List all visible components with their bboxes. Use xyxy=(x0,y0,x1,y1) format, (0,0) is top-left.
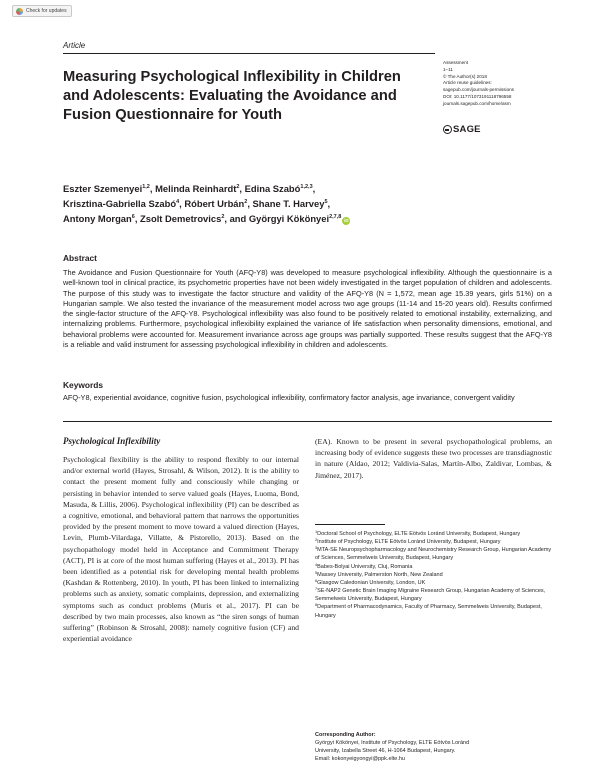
keywords-text: AFQ-Y8, experiential avoidance, cognitive fusion, psychological inflexibility, confirmatory factor analysis, age invariance, convergent validity xyxy=(63,393,515,402)
author-affiliation-sup: 2 xyxy=(244,199,248,205)
journal-homepage-link[interactable]: journals.sagepub.com/home/asm xyxy=(443,100,511,106)
orcid-icon[interactable]: iD xyxy=(344,218,349,223)
affiliation-list xyxy=(315,530,555,620)
footnote-divider xyxy=(315,524,385,525)
publisher-logo xyxy=(443,124,481,135)
doi-link[interactable]: DOI: 10.1177/1073191118796558 xyxy=(443,93,512,99)
author-name: Róbert Urbán xyxy=(184,198,245,209)
page-range: 1–11 xyxy=(443,66,453,72)
copyright: © The Author(s) 2018 xyxy=(443,73,487,79)
affiliation-text: SE-NAP2 Genetic Brain Imaging Migraine Research Group, Hungarian Academy of Sciences, Semmelweis University, Budapest, Hungary xyxy=(315,588,546,603)
author-separator: , xyxy=(239,183,245,194)
author-name: Melinda Reinhardt xyxy=(155,183,237,194)
author-separator: , xyxy=(327,198,331,209)
author-name: Györgyi Kökönyei xyxy=(248,213,330,224)
permissions-link[interactable]: sagepub.com/journals-permissions xyxy=(443,87,514,93)
affiliation-number: 2 xyxy=(315,538,318,543)
affiliation-text: Institute of Psychology, ELTE Eötvös Loránd University, Budapest, Hungary xyxy=(317,539,501,546)
affiliation-text: Doctoral School of Psychology, ELTE Eötvös Loránd University, Budapest, Hungary xyxy=(317,531,521,537)
affiliation-number: 5 xyxy=(315,570,318,575)
abstract-heading: Abstract xyxy=(63,253,97,263)
article-title: Measuring Psychological Inflexibility in Children and Adolescents: Evaluating the Avoidance and Fusion Questionnaire for Youth xyxy=(63,69,401,123)
affiliation-text: Glasgow Caledonian University, London, UK xyxy=(317,579,426,586)
author-affiliation-sup: 6 xyxy=(131,214,135,220)
affiliation-text: Department of Pharmacodynamics, Faculty of Pharmacy, Semmelweis University, Budapest, Hungary xyxy=(315,604,542,619)
crossmark-icon xyxy=(16,8,23,15)
author-separator: , xyxy=(134,213,141,224)
author-separator: , and xyxy=(224,213,249,224)
author-name: Antony Morgan xyxy=(63,213,132,224)
affiliation-item xyxy=(315,538,555,546)
affiliation-item xyxy=(315,571,555,579)
corresponding-author-line: University, Izabella Street 46, H-1064 Budapest, Hungary. xyxy=(315,748,456,755)
author-separator: , xyxy=(247,198,253,209)
author-separator: , xyxy=(149,183,156,194)
affiliation-item xyxy=(315,603,555,619)
author-name: Zsolt Demetrovics xyxy=(140,213,222,224)
body-column-right xyxy=(315,436,552,481)
author-affiliation-sup: 1,2 xyxy=(142,184,150,190)
affiliation-item xyxy=(315,579,555,587)
author-affiliation-sup: 5 xyxy=(324,199,328,205)
article-type-label: Article xyxy=(63,41,86,50)
author-affiliation-sup: 2,7,8 xyxy=(329,214,342,220)
affiliation-text: Babes-Bolyai University, Cluj, Romania xyxy=(317,563,413,570)
corresponding-author-line: Györgyi Kökönyei, Institute of Psychology, ELTE Eötvös Loránd xyxy=(315,740,470,747)
body-paragraph: Psychological flexibility is the ability to respond flexibly to our internal and/or external world (Hayes, Strosahl, & Wilson, 2012). It is the ability to contact the present moment fully and consciously while changing or persisting in behavior intended to serve valued goals (Hayes, Luoma, Bond, Masuda, & Lillis, 2006). Psychological inflexibility (PI) can be described as a cognitive, emotional, and behavioral pattern that narrows the opportunities provided by the present moment to move toward a valued direction (Hayes, Levin, Plumb-Vilardaga, Villatte, & Pistorello, 2013). Based on the psychopathology model held in Acceptance and Commitment Therapy (ACT), PI is at core of the most human suffering (Hayes et al., 2013). PI has been identified as a potential risk for developing mental health problems (Kashdan & Rottenberg, 2010). In youth, PI has been linked to internalizing problems such as anxiety, somatic complaints, depression, and externalizing symptoms such as conduct problems (Muris et al., 2017). PI can be described by two main processes, also known as “the siren songs of human suffering” (Robinson & Strosahl, 2008): namely cognitive fusion (CF) and experiential avoidance xyxy=(63,455,299,644)
author-affiliation-sup: 4 xyxy=(176,199,180,205)
affiliation-item xyxy=(315,546,555,562)
corresponding-author xyxy=(315,731,555,764)
affiliation-number: 7 xyxy=(315,587,318,592)
affiliation-number: 1 xyxy=(315,530,318,534)
body-paragraph: (EA). Known to be present in several psychopathological problems, an increasing body of evidence suggests these two processes are transdiagnostic in nature (Aldao, 2012; Valdivia-Salas, Martín-Albo, Zaldivar, Lombas, & Jiménez, 2017). xyxy=(315,437,552,480)
author-list xyxy=(63,181,483,226)
section-divider xyxy=(63,421,552,422)
journal-name: Assessment xyxy=(443,60,469,65)
sage-logo-icon xyxy=(443,125,452,134)
author-separator: , xyxy=(179,198,185,209)
affiliation-item xyxy=(315,587,555,603)
author-affiliation-sup: 1,2,3 xyxy=(300,184,313,190)
affiliation-item xyxy=(315,530,555,538)
keywords-heading: Keywords xyxy=(63,380,104,390)
author-affiliation-sup: 2 xyxy=(221,214,225,220)
abstract-text: The Avoidance and Fusion Questionnaire for Youth (AFQ-Y8) was developed to measure psychological inflexibility. Although the questionnaire is a well-known tool in clinical practice, its psychometric properties have not been widely investigated in the target population of children and adolescents. The purpose of this study was to investigate the factor structure and validity of the AFQ-Y8 (N = 1,572, mean age 15.39 years, girls 51%) on a Hungarian sample. We also tested the invariance of the measurement model across two age groups (11-14 and 15-20 years old). Results confirmed the single-factor structure of the AFQ-Y8. Psychological inflexibility was also found to be positively related to emotional instability, externalizing, and internalizing problems. Furthermore, psychological inflexibility explained the variance of life satisfaction when personality dimensions, emotional, and behavioral problems were accounted for. Measurement invariance across age groups was partially supported. These results suggest that the AFQ-Y8 is a reliable and valid instrument for assessing psychological inflexibility in children and adolescents. xyxy=(63,268,552,350)
affiliation-number: 6 xyxy=(315,578,318,583)
body-column-left xyxy=(63,454,299,644)
header-divider xyxy=(63,53,435,54)
publisher-name: SAGE xyxy=(453,124,481,135)
affiliation-number: 3 xyxy=(315,546,318,551)
check-for-updates-label: Check for updates xyxy=(26,8,67,14)
corresponding-author-email[interactable]: Email: kokonyeigyongyi@ppk.elte.hu xyxy=(315,756,405,763)
author-name: Eszter Szemenyei xyxy=(63,183,143,194)
affiliation-item xyxy=(315,563,555,571)
publication-info xyxy=(443,60,583,108)
section-heading: Psychological Inflexibility xyxy=(63,436,161,446)
affiliation-text: Massey University, Palmerston North, New Zealand xyxy=(317,571,443,578)
author-separator: , xyxy=(312,183,316,194)
author-name: Edina Szabó xyxy=(244,183,301,194)
reuse-label: Article reuse guidelines: xyxy=(443,80,492,86)
author-affiliation-sup: 2 xyxy=(236,184,240,190)
author-name: Shane T. Harvey xyxy=(252,198,325,209)
affiliation-number: 8 xyxy=(315,603,318,608)
affiliation-number: 4 xyxy=(315,562,318,567)
corresponding-author-heading: Corresponding Author: xyxy=(315,732,376,738)
author-name: Krisztina-Gabriella Szabó xyxy=(63,198,177,209)
check-for-updates-badge[interactable] xyxy=(12,5,72,17)
affiliation-text: MTA-SE Neuropsychopharmacology and Neurochemistry Research Group, Hungarian Academy of Sciences, Semmelweis University, Budapest, Hungary xyxy=(315,547,552,562)
